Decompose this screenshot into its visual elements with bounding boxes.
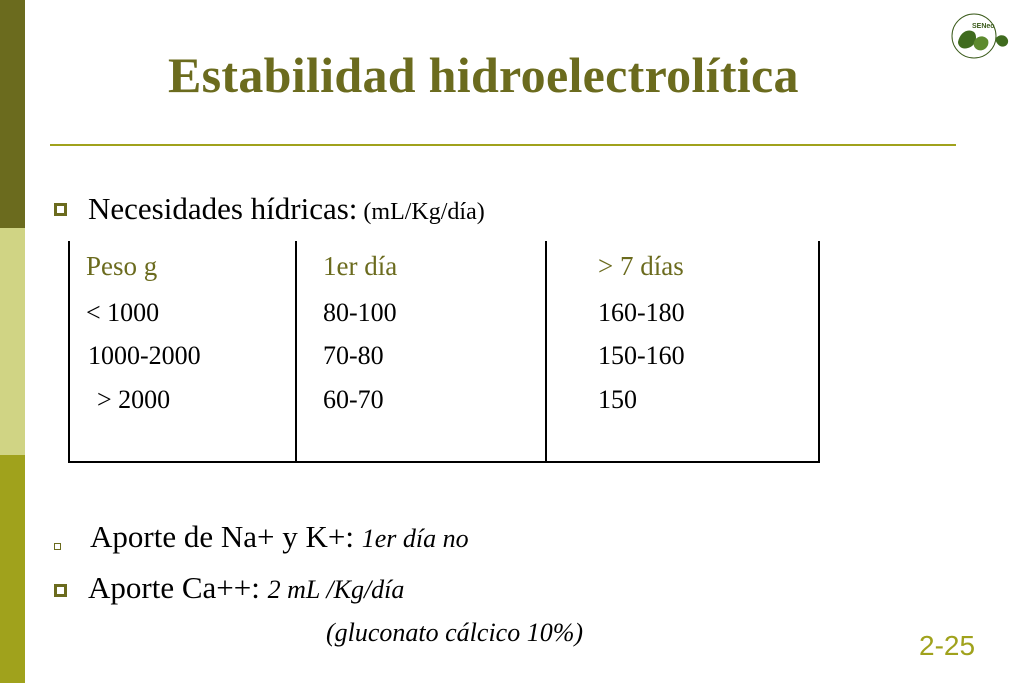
water-needs-table — [68, 241, 820, 463]
table-cell: 160-180 — [598, 298, 685, 327]
table-cell: < 1000 — [86, 298, 160, 327]
svg-text:SENeo: SENeo — [972, 23, 995, 30]
title-underline — [50, 144, 956, 146]
slide-title: Estabilidad hidroelectrolítica — [168, 47, 799, 103]
bullet-necesidades-unit: (mL/Kg/día) — [357, 199, 485, 225]
table-cell: 1000-2000 — [88, 341, 201, 370]
left-bar-dark — [0, 0, 25, 228]
left-bar-mid — [0, 455, 25, 683]
seneo-logo-icon — [944, 12, 1020, 60]
bullet-aporte-na-k-label: Aporte de Na+ y K+: — [90, 519, 362, 554]
table-divider-2 — [545, 241, 547, 463]
bullet-necesidades — [88, 191, 485, 227]
table-cell: > 2000 — [97, 385, 171, 414]
table-cell: 80-100 — [323, 298, 397, 327]
bullet-aporte-ca-label: Aporte Ca++: — [88, 570, 268, 605]
table-bottom-border — [68, 461, 820, 463]
bullet-aporte-ca — [88, 570, 404, 606]
bullet-square-icon — [54, 203, 67, 216]
bullet-aporte-ca-subnote: (gluconato cálcico 10%) — [326, 618, 584, 647]
slide-number: 2-25 — [919, 630, 976, 661]
bullet-necesidades-label: Necesidades hídricas: — [88, 191, 358, 226]
bullet-square-icon — [54, 584, 67, 597]
table-header-dia1: 1er día — [323, 251, 398, 281]
bullet-aporte-ca-dose: 2 mL /Kg/día — [267, 575, 405, 604]
table-cell: 150-160 — [598, 341, 685, 370]
table-right-border — [818, 241, 820, 463]
table-cell: 150 — [598, 385, 637, 414]
table-divider-1 — [295, 241, 297, 463]
table-left-border — [68, 241, 70, 463]
bullet-aporte-na-k-note: 1er día no — [361, 524, 469, 553]
left-bar-light — [0, 228, 25, 455]
bullet-small-square-icon — [54, 543, 61, 550]
table-cell: 70-80 — [323, 341, 384, 370]
table-header-dia7: > 7 días — [598, 251, 684, 281]
table-header-peso: Peso g — [86, 251, 158, 281]
table-cell: 60-70 — [323, 385, 384, 414]
bullet-aporte-na-k — [90, 519, 469, 555]
